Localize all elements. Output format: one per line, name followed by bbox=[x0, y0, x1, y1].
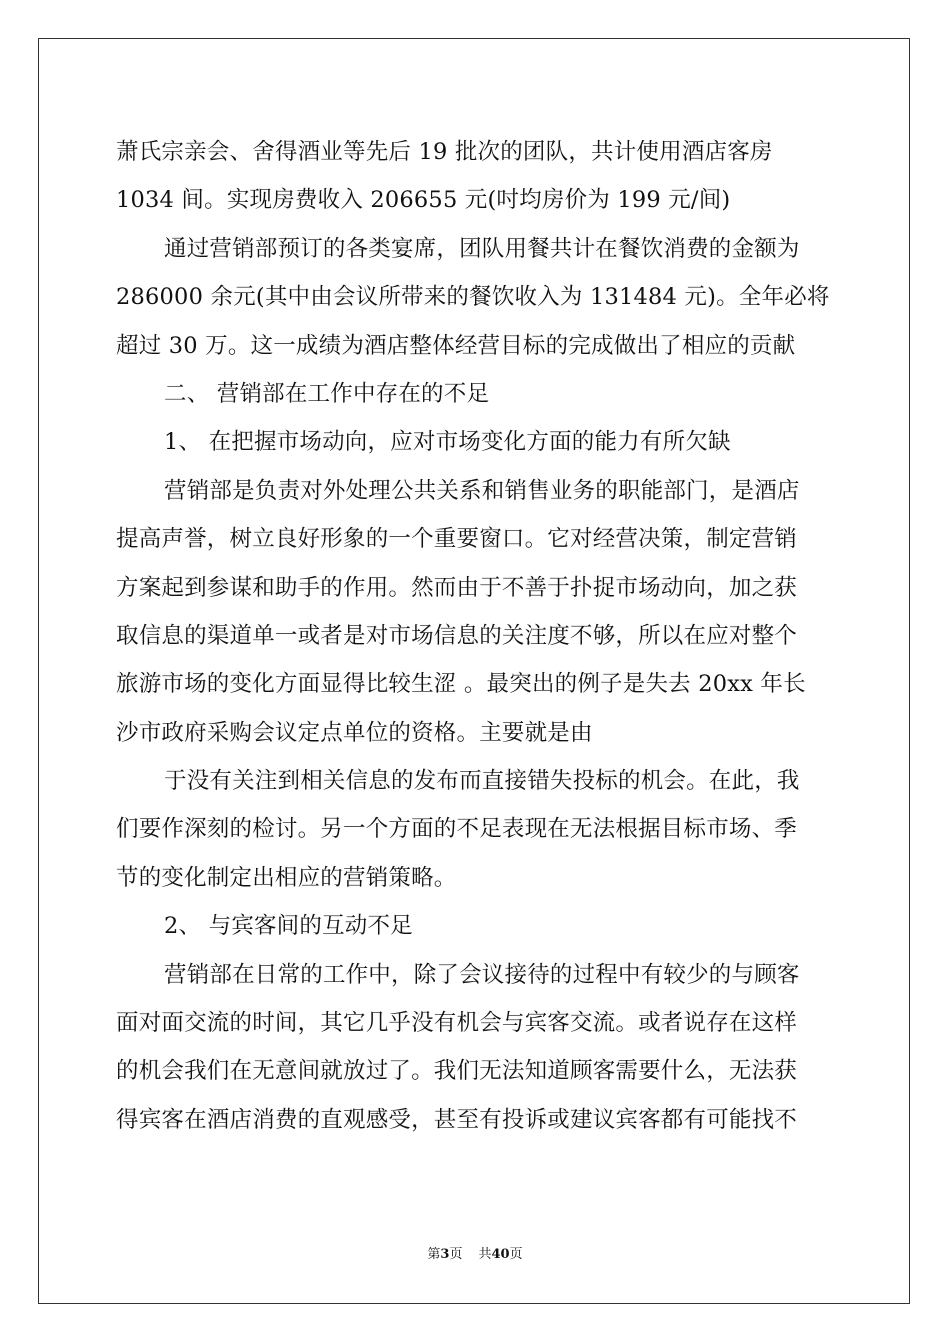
body-line: 得宾客在酒店消费的直观感受，甚至有投诉或建议宾客都有可能找不 bbox=[116, 1106, 798, 1133]
document-body bbox=[116, 128, 836, 1144]
subsection-heading: 1、 在把握市场动向，应对市场变化方面的能力有所欠缺 bbox=[164, 429, 731, 456]
body-line: 营销部是负责对外处理公共关系和销售业务的职能部门，是酒店 bbox=[164, 477, 800, 504]
body-line: 1034 间。实现房费收入 206655 元(吋均房价为 199 元/间) bbox=[116, 187, 731, 214]
body-line: 提高声誉，树立良好形象的一个重要窗口。它对经营决策，制定营销 bbox=[116, 526, 798, 553]
body-line: 旅游市场的变化方面显得比较生涩 。最突出的例子是失去 20xx 年长 bbox=[116, 671, 806, 698]
body-line: 取信息的渠道单一或者是对市场信息的关注度不够，所以在应对整个 bbox=[116, 622, 798, 649]
page-prefix: 第 bbox=[427, 1247, 441, 1262]
body-line: 通过营销部预订的各类宴席，团队用餐共计在餐饮消费的金额为 bbox=[164, 235, 800, 262]
subsection-heading: 2、 与宾客间的互动不足 bbox=[164, 913, 413, 940]
body-line: 的机会我们在无意间就放过了。我们无法知道顾客需要什么，无法获 bbox=[116, 1058, 798, 1085]
body-line: 面对面交流的时间，其它几乎没有机会与宾客交流。或者说存在这样 bbox=[116, 1010, 798, 1037]
total-pages: 40 bbox=[491, 1247, 510, 1262]
total-prefix: 共 bbox=[478, 1247, 492, 1262]
section-heading: 二、 营销部在工作中存在的不足 bbox=[164, 380, 490, 407]
body-line: 节的变化制定出相应的营销策略。 bbox=[116, 864, 457, 891]
body-line: 286000 余元(其中由会议所带来的餐饮收入为 131484 元)。全年必将 bbox=[116, 284, 830, 311]
page-suffix: 页 bbox=[449, 1247, 463, 1262]
total-suffix: 页 bbox=[509, 1247, 523, 1262]
body-line: 萧氏宗亲会、舍得酒业等先后 19 批次的团队，共计使用酒店客房 bbox=[116, 139, 773, 165]
body-line: 方案起到参谋和助手的作用。然而由于不善于扑捉市场动向，加之获 bbox=[116, 574, 798, 601]
body-line: 营销部在日常的工作中，除了会议接待的过程中有较少的与顾客 bbox=[164, 961, 800, 988]
page-footer bbox=[0, 1246, 950, 1264]
body-line: 们要作深刻的检讨。另一个方面的不足表现在无法根据目标市场、季 bbox=[116, 816, 798, 843]
body-line: 沙市政府采购会议定点单位的资格。主要就是由 bbox=[116, 719, 593, 746]
body-line: 超过 30 万。这一成绩为酒店整体经营目标的完成做出了相应的贡献 bbox=[116, 332, 796, 359]
page-number: 3 bbox=[440, 1247, 450, 1262]
body-line: 于没有关注到相关信息的发布而直接错失投标的机会。在此，我 bbox=[164, 768, 800, 795]
